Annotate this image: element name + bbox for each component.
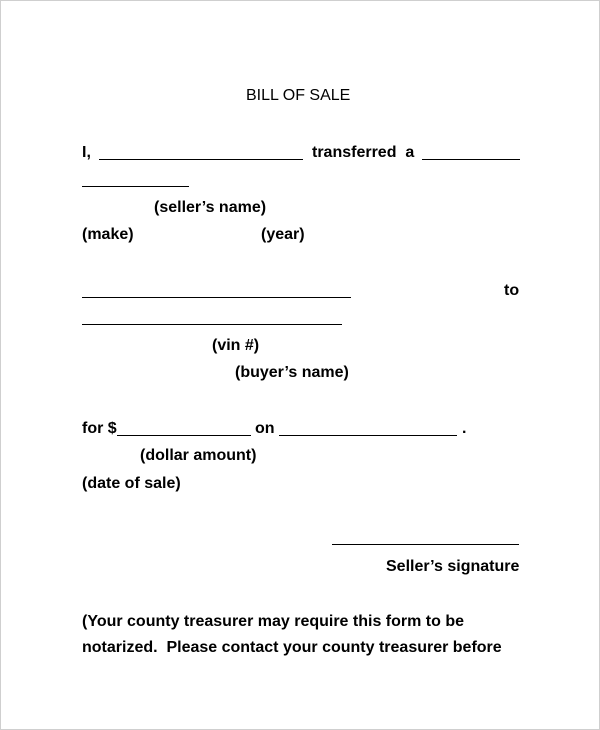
vin-label: (vin #) [212, 337, 260, 354]
period-text: . [462, 420, 467, 437]
dollar-amount-label: (dollar amount) [140, 447, 257, 464]
make-blank-2 [82, 186, 189, 187]
date-of-sale-label: (date of sale) [82, 475, 181, 492]
line1-transferred-text: transferred a [312, 144, 415, 161]
note-line-1: (Your county treasurer may require this form to be [82, 613, 465, 630]
vin-blank [82, 297, 351, 298]
buyer-name-blank [82, 324, 342, 325]
buyers-name-label: (buyer’s name) [235, 364, 349, 381]
make-blank-1 [422, 159, 520, 160]
to-text: to [504, 282, 520, 299]
note-line-2: notarized. Please contact your county treasurer before [82, 639, 502, 656]
sellers-name-label: (seller’s name) [154, 199, 267, 216]
seller-name-blank [99, 159, 303, 160]
date-of-sale-blank [279, 435, 457, 436]
make-label: (make) [82, 226, 134, 243]
signature-blank [332, 544, 519, 545]
year-label: (year) [261, 226, 305, 243]
on-text: on [255, 420, 275, 437]
line1-prefix: I, [82, 144, 91, 161]
dollar-amount-blank [117, 435, 251, 436]
document-title: BILL OF SALE [246, 87, 351, 104]
for-dollar-text: for $ [82, 420, 117, 437]
sellers-signature-label: Seller’s signature [386, 558, 520, 575]
